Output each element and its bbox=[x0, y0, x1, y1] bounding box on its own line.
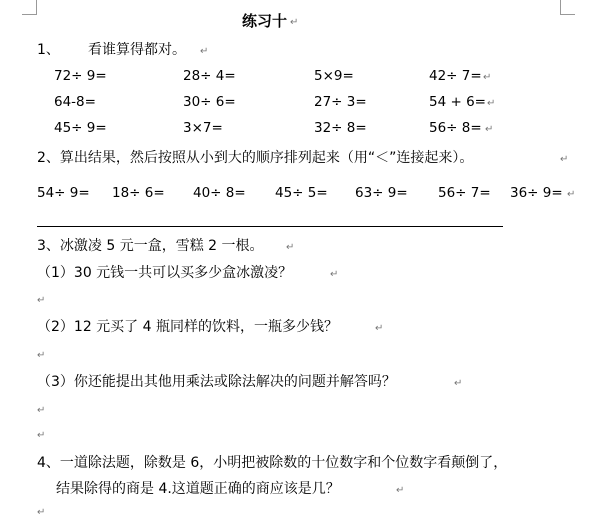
page-corner-mark-left bbox=[22, 0, 37, 15]
q1-number: 1、 bbox=[37, 42, 60, 58]
q2-item: 63÷ 9= bbox=[355, 185, 408, 201]
paragraph-mark: ↵ bbox=[485, 124, 494, 135]
page-title: 练习十 bbox=[242, 12, 288, 30]
q2-item: 18÷ 6= bbox=[112, 185, 165, 201]
page-corner-mark-right bbox=[560, 0, 575, 15]
q1-cell-r3c4: 56÷ 8= bbox=[429, 120, 482, 136]
q2-item: 45÷ 5= bbox=[275, 185, 328, 201]
q4-line1: 4、一道除法题，除数是 6，小明把被除数的十位数字和个位数字看颠倒了， bbox=[37, 455, 508, 471]
paragraph-mark: ↵ bbox=[567, 189, 576, 200]
paragraph-mark: ↵ bbox=[37, 430, 46, 441]
q1-instruction: 看谁算得都对。 bbox=[88, 42, 186, 58]
q1-cell-r2c3: 27÷ 3= bbox=[314, 94, 367, 110]
q1-cell-r2c1: 64-8= bbox=[54, 94, 96, 110]
q2-instruction: 2、算出结果，然后按照从小到大的顺序排列起来（用“＜”连接起来）。 bbox=[37, 150, 474, 166]
paragraph-mark: ↵ bbox=[487, 98, 496, 109]
q2-item: 54÷ 9= bbox=[37, 185, 90, 201]
q3-instruction: 3、冰激凌 5 元一盒，雪糕 2 一根。 bbox=[37, 238, 264, 254]
paragraph-mark: ↵ bbox=[200, 46, 209, 57]
q1-cell-r2c2: 30÷ 6= bbox=[183, 94, 236, 110]
paragraph-mark: ↵ bbox=[37, 295, 46, 306]
q1-cell-r3c1: 45÷ 9= bbox=[54, 120, 107, 136]
q1-cell-r3c2: 3×7= bbox=[183, 120, 223, 136]
paragraph-mark: ↵ bbox=[375, 323, 384, 334]
q3-sub1: （1）30 元钱一共可以买多少盒冰激凌？ bbox=[37, 265, 293, 281]
paragraph-mark: ↵ bbox=[560, 154, 569, 165]
q4-line2: 结果除得的商是 4.这道题正确的商应该是几？ bbox=[56, 481, 340, 497]
q1-cell-r1c1: 72÷ 9= bbox=[54, 68, 107, 84]
q2-item: 40÷ 8= bbox=[193, 185, 246, 201]
q1-cell-r1c4: 42÷ 7= bbox=[429, 68, 482, 84]
paragraph-mark: ↵ bbox=[37, 350, 46, 361]
paragraph-mark: ↵ bbox=[454, 378, 463, 389]
q2-item: 56÷ 7= bbox=[438, 185, 491, 201]
q1-cell-r2c4: 54 + 6= bbox=[429, 94, 486, 110]
q1-cell-r3c3: 32÷ 8= bbox=[314, 120, 367, 136]
paragraph-mark: ↵ bbox=[37, 405, 46, 416]
q3-sub3: （3）你还能提出其他用乘法或除法解决的问题并解答吗？ bbox=[37, 374, 396, 390]
paragraph-mark: ↵ bbox=[396, 485, 405, 496]
q1-cell-r1c3: 5×9= bbox=[314, 68, 354, 84]
q2-item: 36÷ 9= bbox=[510, 185, 563, 201]
q1-cell-r1c2: 28÷ 4= bbox=[183, 68, 236, 84]
paragraph-mark: ↵ bbox=[330, 269, 339, 280]
paragraph-mark: ↵ bbox=[483, 72, 492, 83]
paragraph-mark: ↵ bbox=[37, 507, 46, 518]
q3-sub2: （2）12 元买了 4 瓶同样的饮料，一瓶多少钱？ bbox=[37, 319, 338, 335]
paragraph-mark: ↵ bbox=[286, 242, 295, 253]
answer-line bbox=[37, 226, 503, 227]
paragraph-mark: ↵ bbox=[290, 17, 299, 28]
